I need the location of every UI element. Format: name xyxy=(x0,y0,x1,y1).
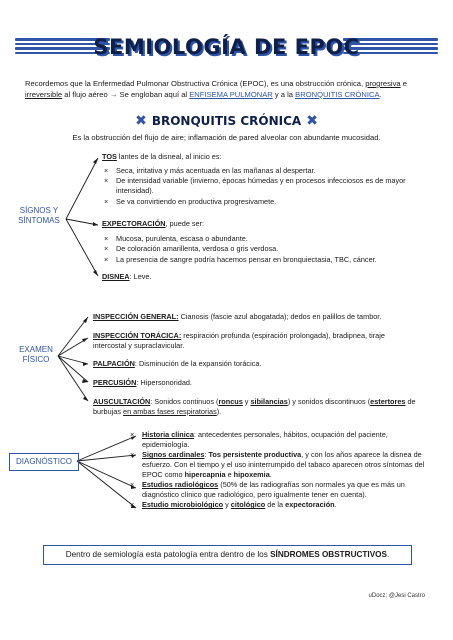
auscultacion-line: AUSCULTACIÓN: Sonidos continuos (roncus y sibilancias) y sonidos discontinuos (estertores de burbujas en ambas fases respiratorias). xyxy=(93,397,416,416)
enfisema-link: ENFISEMA PULMONAR xyxy=(189,89,273,99)
list-item: × Signos cardinales: Tos persistente productiva, y con los años aparece la disnea de esfuerzo. Con el tiempo y el uso ininterrumpido del tabaco aparecen otros síntomas del EPOC como hipercapnia e hipoxemia. xyxy=(128,450,433,479)
page-title: SEMIOLOGÍA DE EPOC xyxy=(93,35,360,59)
disnea-line: DISNEA: Leve. xyxy=(102,272,152,281)
expectoracion-list xyxy=(102,234,435,265)
list-item: × De intensidad variable (invierno, épocas húmedas y en procesos infecciosos es de mayor intensidad). xyxy=(102,176,435,195)
list-item: × La presencia de sangre podría hacemos pensar en bronquiectasia, TBC, cáncer. xyxy=(102,255,435,265)
list-item: × Seca, irritativa y más acentuada en las mañanas al despertar. xyxy=(102,166,435,176)
list-item: × Estudios radiológicos (50% de las radiografías son normales ya que es más un diagnóstico clínico que radiológico, pero igualmente tener en cuenta). xyxy=(128,480,433,499)
summary-note-box: Dentro de semiología esta patología entra dentro de los SÍNDROMES OBSTRUCTIVOS. xyxy=(43,545,412,565)
signos-sintomas-label: SÍGNOS Y SÍNTOMAS xyxy=(18,206,60,225)
list-item: × De coloración amarillenta, verdosa o gris verdosa. xyxy=(102,244,435,254)
intro-paragraph: Recordemos que la Enfermedad Pulmonar Obstructiva Crónica (EPOC), es una obstrucción crónica, progresiva e irreversible al flujo aéreo → Se engloban aquí al ENFISEMA PULMONAR y a la BRONQUITIS CRÓNICA. xyxy=(25,79,407,99)
list-item: × Mucosa, purulenta, escasa o abundante. xyxy=(102,234,435,244)
expectoracion-block: EXPECTORACIÓN, puede ser: × Mucosa, purulenta, escasa o abundante. × De coloración amarillenta, verdosa o gris verdosa. × La presencia de sangre podría hacemos pensar en bronquiectasia, TBC, cáncer. xyxy=(102,219,435,266)
percusion-line: PERCUSIÓN: Hipersonoridad. xyxy=(93,378,192,387)
cross-icon: ✖ xyxy=(306,113,318,129)
inspeccion-general-line: INSPECCIÓN GENERAL: Cianosis (fascie azul abogatada); dedos en palillos de tambor. xyxy=(93,312,382,321)
bronquitis-link: BRONQUITIS CRÓNICA xyxy=(295,89,380,99)
list-item: × Estudio microbiológico y citológico de la expectoración. xyxy=(128,500,433,510)
diagnostico-label: DIAGNÓSTICO xyxy=(9,453,79,471)
diagnostico-list xyxy=(128,430,433,511)
palpacion-line: PALPACIÓN: Disminución de la expansión torácica. xyxy=(93,359,262,368)
list-item: × Se va convirtiendo en productiva progresivamete. xyxy=(102,197,435,207)
examen-fisico-label: EXAMEN FÍSICO xyxy=(19,345,53,364)
section-heading: ✖ BRONQUITIS CRÓNICA ✖ xyxy=(135,113,318,129)
tos-block: TOS lantes de la disneal, al inicio es: × Seca, irritativa y más acentuada en las mañanas al despertar. × De intensidad variable (invierno, épocas húmedas y en procesos infecciosos es de mayor intensidad). × Se va convirtiendo en productiva progresivamete. xyxy=(102,152,435,207)
list-item: × Historia clínica: antecedentes personales, hábitos, ocupación del paciente, epidemiología. xyxy=(128,430,433,449)
inspeccion-toracica-line: INSPECCIÓN TORÁCICA: respiración profunda (espiración prolongada), bradipnea, tiraje intercostal y supraclavicular. xyxy=(93,331,385,350)
section-description: Es la obstrucción del flujo de aire; inflamación de pared alveolar con abundante mucosidad. xyxy=(72,133,381,142)
tos-list xyxy=(102,166,435,207)
footer-credit: uDocz: @Jesi Castro xyxy=(368,593,425,599)
cross-icon: ✖ xyxy=(135,113,147,129)
